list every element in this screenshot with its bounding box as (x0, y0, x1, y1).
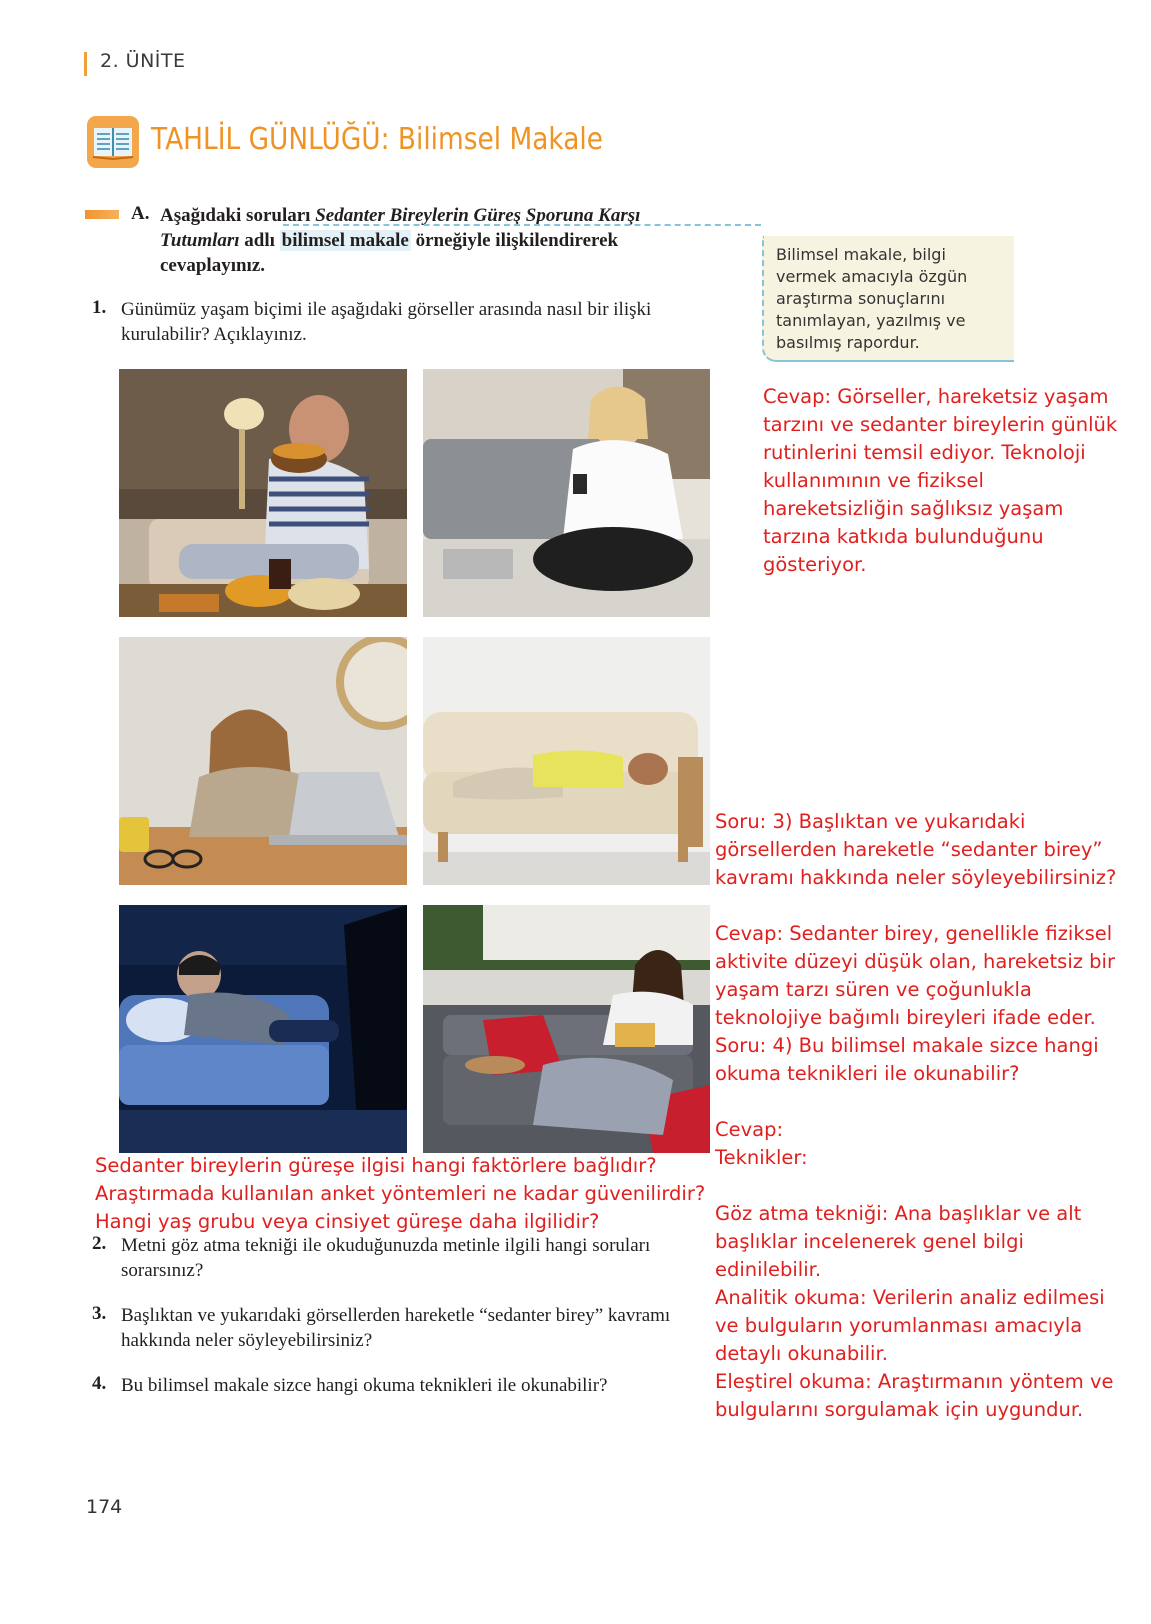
info-box (762, 236, 1014, 362)
man-eating-burger-photo (119, 369, 407, 617)
question-2-number: 2. (92, 1233, 107, 1254)
answer-question-1: Cevap: Görseller, hareketsiz yaşam tarzını ve sedanter bireylerin günlük rutinlerini temsil ediyor. Teknoloji kullanımının ve fiziksel hareketsizliğin sağlıksız yaşam tarzına katkıda bulunduğunu gösteriyor. (763, 385, 1118, 576)
bored-woman-at-laptop-photo (119, 637, 407, 885)
question-4-number: 4. (92, 1373, 107, 1394)
man-sleeping-on-sofa-photo (423, 637, 710, 885)
unit-accent-bar (84, 52, 87, 76)
instruction-pre: Aşağıdaki soruları (160, 205, 316, 226)
instruction-letter: A. (131, 203, 150, 224)
unit-label: 2. ÜNİTE (100, 50, 186, 72)
red-question-3: Soru: 3) Başlıktan ve yukarıdaki görsellerden hareketle “sedanter birey” kavramı hakkında neler söyleyebilirsiniz? (715, 810, 1117, 889)
man-watching-tv-photo (119, 905, 407, 1153)
question-1-text: Günümüz yaşam biçimi ile aşağıdaki görseller arasında nasıl bir ilişki kurulabilir? Açıklayınız. (121, 299, 652, 345)
woman-reading-on-sofa-photo (423, 905, 710, 1153)
info-box-text: Bilimsel makale, bilgi vermek amacıyla özgün araştırma sonuçlarını tanımlayan, yazılmış ve basılmış rapordur. (776, 245, 968, 352)
answer-question-4: Cevap: Teknikler: Göz atma tekniği: Ana başlıklar ve alt başlıklar incelenerek genel bilgi edinilebilir. Analitik okuma: Verilerin analiz edilmesi ve bulguların yorumlanması amacıyla detaylı okunabilir. Eleştirel okuma: Araştırmanın yöntem ve bulgularını sorgulamak için uygundur. (715, 1118, 1114, 1421)
open-book-icon (87, 116, 139, 168)
answer-question-3-and-question-4: Cevap: Sedanter birey, genellikle fiziksel aktivite düzeyi düşük olan, hareketsiz bir yaşam tarzı süren ve çoğunlukla teknolojiye bağımlı bireyleri ifade eder. Soru: 4) Bu bilimsel makale sizce hangi okuma teknikleri ile okunabilir? (715, 922, 1115, 1085)
answer-question-2: Sedanter bireylerin güreşe ilgisi hangi faktörlere bağlıdır? Araştırmada kullanılan anket yöntemleri ne kadar güvenilirdir? Hangi yaş grubu veya cinsiyet güreşe daha ilgilidir? (95, 1154, 706, 1233)
article-title: Sedanter Bireylerin Güreş Sporuna Karşı Tutumları (160, 205, 641, 251)
instruction-mid: adlı (239, 230, 280, 251)
info-connector-line (283, 224, 761, 226)
highlighted-term: bilimsel makale (281, 230, 409, 251)
section-title: TAHLİL GÜNLÜĞÜ: Bilimsel Makale (151, 122, 603, 157)
instruction-post: örneğiyle ilişkilendirerek cevaplayınız. (160, 230, 619, 276)
question-2-text: Metni göz atma tekniği ile okuduğunuzda metinle ilgili hangi soruları sorarsınız? (121, 1235, 651, 1281)
question-3-text: Başlıktan ve yukarıdaki görsellerden hareketle “sedanter birey” kavramı hakkında neler söyleyebilirsiniz? (121, 1305, 671, 1351)
question-3-number: 3. (92, 1303, 107, 1324)
question-4-text: Bu bilimsel makale sizce hangi okuma teknikleri ile okunabilir? (121, 1375, 608, 1396)
instruction-text (160, 203, 700, 278)
instruction-marker (85, 210, 119, 219)
question-1-number: 1. (92, 297, 107, 318)
page-number: 174 (86, 1496, 123, 1518)
woman-with-phone-on-floor-photo (423, 369, 710, 617)
